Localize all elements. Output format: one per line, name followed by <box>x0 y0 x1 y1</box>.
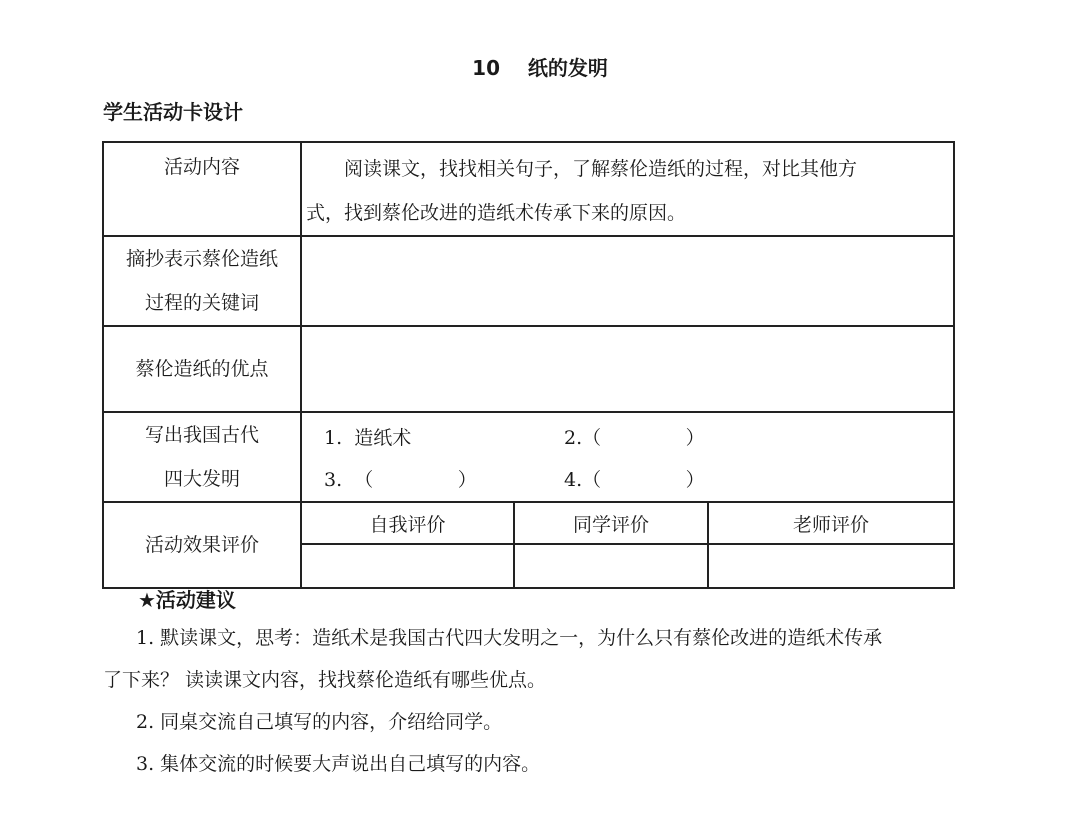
teacher-evaluation-header: 老师评价 <box>708 502 954 544</box>
suggestion-3: 3. 集体交流的时候要大声说出自己填写的内容。 <box>136 753 541 775</box>
advantages-label: 蔡伦造纸的优点 <box>103 326 301 412</box>
suggestions-heading: ★活动建议 <box>138 588 236 612</box>
peer-evaluation-cell[interactable] <box>514 544 708 588</box>
suggestion-1-line-1: 1. 默读课文，思考：造纸术是我国古代四大发明之一，为什么只有蔡伦改进的造纸术传承 <box>136 627 883 649</box>
page-title: 10 纸的发明 <box>472 56 608 80</box>
suggestion-2: 2. 同桌交流自己填写的内容，介绍给同学。 <box>136 711 503 733</box>
evaluation-label: 活动效果评价 <box>103 502 301 588</box>
self-evaluation-cell[interactable] <box>301 544 514 588</box>
inventions-answer-cell[interactable] <box>301 412 954 502</box>
invention-item-3[interactable]: 3. （ ） <box>324 468 477 491</box>
activity-content-text: 阅读课文，找找相关句子，了解蔡伦造纸的过程，对比其他方 式，找到蔡伦改进的造纸术传承下来的原因。 <box>301 142 954 236</box>
advantages-answer-cell[interactable] <box>301 326 954 412</box>
peer-evaluation-header: 同学评价 <box>514 502 708 544</box>
activity-content-label: 活动内容 <box>103 142 301 236</box>
activity-card-table <box>102 141 955 589</box>
keywords-answer-cell[interactable] <box>301 236 954 326</box>
invention-item-2[interactable]: 2.（ ） <box>564 426 705 449</box>
suggestion-1-line-2: 了下来？ 读读课文内容，找找蔡伦造纸有哪些优点。 <box>103 669 547 691</box>
invention-item-1: 1. 造纸术 <box>324 426 412 449</box>
keywords-label: 摘抄表示蔡伦造纸 过程的关键词 <box>103 236 301 326</box>
section-subtitle: 学生活动卡设计 <box>103 100 243 124</box>
invention-item-4[interactable]: 4.（ ） <box>564 468 705 491</box>
inventions-label: 写出我国古代 四大发明 <box>103 412 301 502</box>
self-evaluation-header: 自我评价 <box>301 502 514 544</box>
teacher-evaluation-cell[interactable] <box>708 544 954 588</box>
